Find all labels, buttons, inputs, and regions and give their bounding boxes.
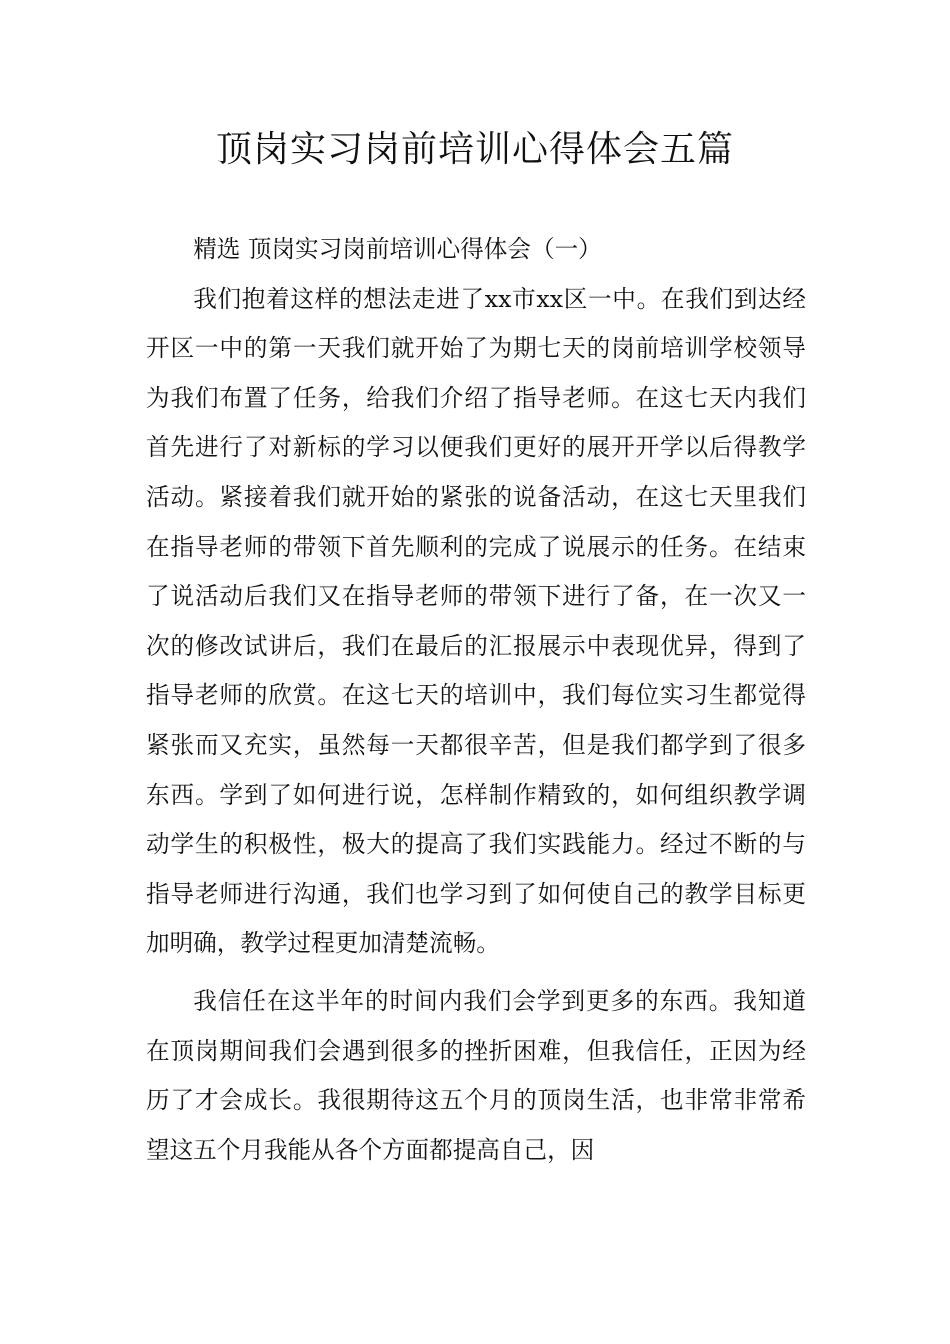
document-body xyxy=(146,225,806,1175)
document-title: 顶岗实习岗前培训心得体会五篇 xyxy=(215,129,734,170)
paragraph-1: 我们抱着这样的想法走进了xx市xx区一中。在我们到达经开区一中的第一天我们就开始了为期七天的岗前培训学校领导为我们布置了任务，给我们介绍了指导老师。在这七天内我们首先进行了对新标的学习以便我们更好的展开开学以后得教学活动。紧接着我们就开始的紧张的说备活动，在这七天里我们在指导老师的带领下首先顺利的完成了说展示的任务。在结束了说活动后我们又在指导老师的带领下进行了备，在一次又一次的修改试讲后，我们在最后的汇报展示中表现优异，得到了指导老师的欣赏。在这七天的培训中，我们每位实习生都觉得紧张而又充实，虽然每一天都很辛苦，但是我们都学到了很多东西。学到了如何进行说，怎样制作精致的，如何组织教学调动学生的积极性，极大的提高了我们实践能力。经过不断的与指导老师进行沟通，我们也学习到了如何使自己的教学目标更加明确，教学过程更加清楚流畅。 xyxy=(146,284,806,958)
section-heading: 精选 顶岗实习岗前培训心得体会（一） xyxy=(193,235,602,263)
paragraph-2: 我信任在这半年的时间内我们会学到更多的东西。我知道在顶岗期间我们会遇到很多的挫折困难，但我信任，正因为经历了才会成长。我很期待这五个月的顶岗生活，也非常非常希望这五个月我能从各个方面都提高自己，因 xyxy=(146,986,806,1164)
